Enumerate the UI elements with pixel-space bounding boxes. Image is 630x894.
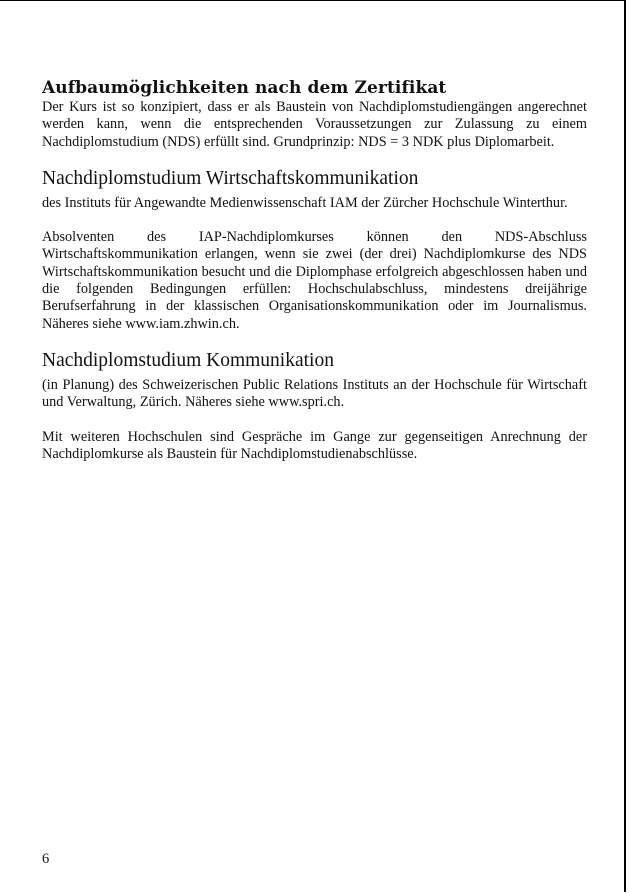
paragraph-spri-intro: (in Planung) des Schweizerischen Public Relations Instituts an der Hochschule für Wirtschaft und Verwaltung, Zürich. Näheres siehe www.spri.ch. [42, 376, 587, 411]
paragraph-weitere-hochschulen: Mit weiteren Hochschulen sind Gespräche im Gange zur gegenseitigen Anrechnung der Nachdiplomkurse als Baustein für Nachdiplomstudienabschlüsse. [42, 428, 587, 462]
page-number: 6 [42, 851, 50, 867]
section-heading-aufbaumoeglichkeiten: Aufbaumöglichkeiten nach dem Zertifikat [42, 78, 447, 98]
paragraph-iam-intro: des Instituts für Angewandte Medienwissenschaft IAM der Zürcher Hochschule Winterthur. [42, 194, 568, 211]
section-heading-nds-wirtschaftskommunikation: Nachdiplomstudium Wirtschaftskommunikation [42, 167, 419, 189]
paragraph-absolventen: Absolventen des IAP-Nachdiplomkurses können den NDS-Abschluss Wirtschaftskommunikation erlangen, wenn sie zwei (der drei) Nachdiplomkurse des NDS Wirtschaftskommunikation besucht und die Diplomphase erfolgreich abgeschlossen haben und die folgenden Bedingungen erfüllen: Hochschulabschluss, mindestens dreijährige Berufserfahrung in der klassischen Organisationskommunikation oder im Journalismus. Näheres siehe www.iam.zhwin.ch. [42, 229, 587, 332]
paragraph-kurs-konzept: Der Kurs ist so konzipiert, dass er als Baustein von Nachdiplomstudiengängen angerechnet werden kann, wenn die entsprechenden Voraussetzungen zur Zulassung zu einem Nachdiplomstudium (NDS) erfüllt sind. Grundprinzip: NDS = 3 NDK plus Diplomarbeit. [42, 99, 587, 150]
section-heading-nds-kommunikation: Nachdiplomstudium Kommunikation [42, 349, 334, 371]
page-content [42, 77, 587, 463]
